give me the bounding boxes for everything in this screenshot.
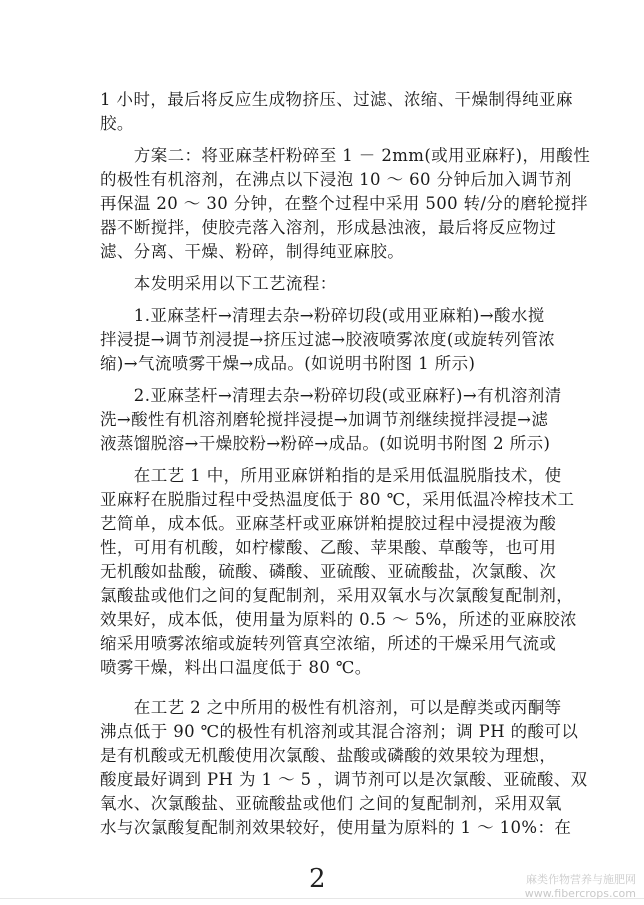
text-line-19: 无机酸如盐酸，硫酸、磷酸、亚硫酸、亚硫酸盐，次氯酸、次 <box>100 562 557 581</box>
text-line-4: 的极性有机溶剂，在沸点以下浸泡 10 ～ 60 分钟后加入调节剂 <box>100 170 572 189</box>
text-line-12: 2.亚麻茎杆→清理去杂→粉碎切段(或亚麻籽)→有机溶剂清 <box>100 386 562 405</box>
text-line-9: 1.亚麻茎杆→清理去杂→粉碎切段(或用亚麻粕)→酸水搅 <box>100 306 545 325</box>
text-line-16: 亚麻籽在脱脂过程中受热温度低于 80 ℃，采用低温冷榨技术工 <box>100 490 575 509</box>
text-line-3: 方案二：将亚麻茎杆粉碎至 1 － 2mm(或用亚麻籽)，用酸性 <box>100 146 591 165</box>
text-line-15: 在工艺 1 中，所用亚麻饼粕指的是采用低温脱脂技术，使 <box>100 466 562 485</box>
text-line-22: 缩采用喷雾浓缩或旋转列管真空浓缩，所述的干燥采用气流或 <box>100 634 557 653</box>
text-line-6: 器不断搅拌，使胶壳落入溶剂，形成悬浊液，最后将反应物过 <box>100 218 557 237</box>
watermark-url: www.fibercrops.com <box>524 887 636 900</box>
text-line-24: 在工艺 2 之中所用的极性有机溶剂，可以是醇类或丙酮等 <box>100 698 562 717</box>
text-line-11: 缩)→气流喷雾干燥→成品。(如说明书附图 1 所示) <box>100 354 476 373</box>
text-line-7: 滤、分离、干燥、粉碎，制得纯亚麻胶。 <box>100 242 405 261</box>
text-line-29: 水与次氯酸复配制剂效果较好，使用量为原料的 1 ～ 10%：在 <box>100 818 572 837</box>
text-line-10: 拌浸提→调节剂浸提→挤压过滤→胶液喷雾浓度(或旋转列管浓 <box>100 330 556 349</box>
page-number: 2 <box>309 864 326 894</box>
text-line-5: 再保温 20 ～ 30 分钟，在整个过程中采用 500 转/分的磨轮搅拌 <box>100 194 588 213</box>
text-line-20: 氯酸盐或他们之间的复配制剂，采用双氧水与次氯酸复配制剂， <box>100 586 574 605</box>
watermark-title: 麻类作物营养与施肥网 <box>526 873 636 886</box>
text-line-18: 性，可用有机酸，如柠檬酸、乙酸、苹果酸、草酸等，也可用 <box>100 538 557 557</box>
text-line-13: 洗→酸性有机溶剂磨轮搅拌浸提→加调节剂继续搅拌浸提→滤 <box>100 410 549 429</box>
text-line-2: 胶。 <box>100 114 134 133</box>
text-line-28: 氧水、次氯酸盐、亚硫酸盐或他们 之间的复配制剂，采用双氧 <box>100 794 562 813</box>
text-line-14: 液蒸馏脱溶→干燥胶粉→粉碎→成品。(如说明书附图 2 所示) <box>100 434 551 453</box>
text-line-26: 是有机酸或无机酸使用次氯酸、盐酸或磷酸的效果较为理想， <box>100 746 557 765</box>
text-line-1: 1 小时，最后将反应生成物挤压、过滤、浓缩、干燥制得纯亚麻 <box>100 90 573 109</box>
text-line-17: 艺简单，成本低。亚麻茎杆或亚麻饼粕提胶过程中浸提液为酸 <box>100 514 557 533</box>
text-line-8: 本发明采用以下工艺流程： <box>100 274 337 293</box>
text-line-25: 沸点低于 90 ℃的极性有机溶剂或其混合溶剂；调 PH 的酸可以 <box>100 722 579 741</box>
text-line-27: 酸度最好调到 PH 为 1 ～ 5 ，调节剂可以是次氯酸、亚硫酸、双 <box>100 770 588 789</box>
watermark <box>525 873 636 901</box>
text-line-23: 喷雾干燥，料出口温度低于 80 ℃。 <box>100 658 372 677</box>
text-line-21: 效果好，成本低，使用量为原料的 0.5 ～ 5%，所述的亚麻胶浓 <box>100 610 577 629</box>
